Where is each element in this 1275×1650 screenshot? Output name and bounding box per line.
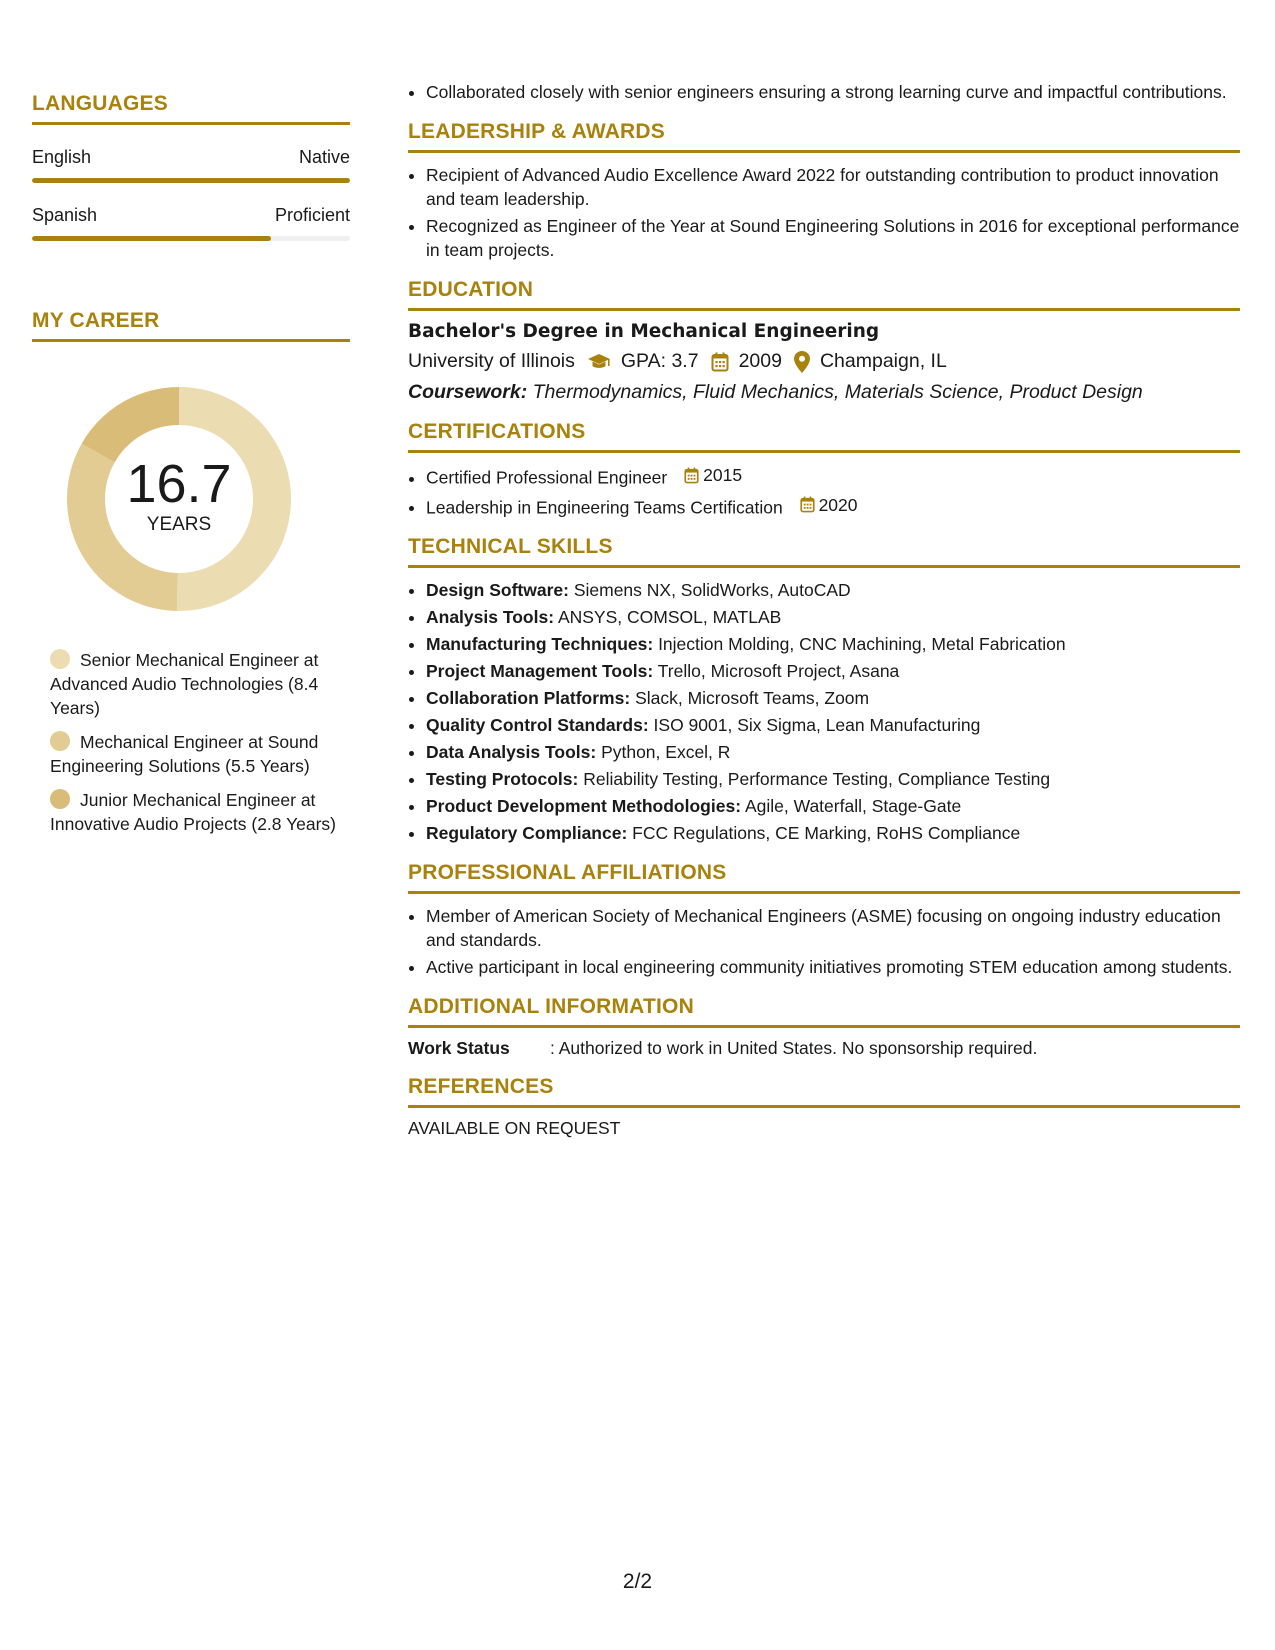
technical-skills-section [408,535,1240,845]
graduation-cap-icon [587,353,611,371]
calendar-icon [711,352,729,372]
page-number: 2/2 [622,1570,653,1593]
legend-label: Junior Mechanical Engineer at Innovative Audio Projects (2.8 Years) [50,790,337,834]
language-proficiency-bar [32,178,350,183]
language-level: Proficient [274,205,350,225]
career-donut-chart [64,384,294,614]
calendar-icon [800,496,815,513]
languages-title: LANGUAGES [32,92,350,125]
career-legend [50,648,350,836]
language-item-spanish [32,205,350,241]
skill-item [426,686,1240,710]
career-title: MY CAREER [32,309,350,342]
certification-name: Leadership in Engineering Teams Certification [426,497,783,517]
additional-info-title: ADDITIONAL INFORMATION [408,995,1240,1028]
legend-dot [50,789,70,809]
school-location: Champaign, IL [819,350,947,372]
certification-year: 2015 [703,465,743,485]
skill-value: Reliability Testing, Performance Testing, Compliance Testing [583,769,1051,789]
skill-value: Python, Excel, R [601,742,731,762]
skill-item [426,578,1240,602]
list-item: • Recipient of Advanced Audio Excellence Award 2022 for outstanding contribution to product innovation and team leadership. [426,163,1240,211]
school-name: University of Illinois [408,350,575,372]
certifications-section [408,420,1240,519]
skill-item [426,659,1240,683]
career-total-unit: YEARS [146,514,212,535]
skill-value: ISO 9001, Six Sigma, Lean Manufacturing [653,715,981,735]
career-legend-item [50,730,350,778]
affiliations-title: PROFESSIONAL AFFILIATIONS [408,861,1240,894]
skill-value: Injection Molding, CNC Machining, Metal Fabrication [658,634,1066,654]
list-item: • Collaborated closely with senior engineers ensuring a strong learning curve and impactful contributions. [426,80,1240,104]
skill-value: Slack, Microsoft Teams, Zoom [635,688,870,708]
graduation-year: 2009 [738,350,782,372]
skill-item [426,821,1240,845]
skill-label: Quality Control Standards: [426,715,649,735]
skill-label: Regulatory Compliance: [426,823,628,843]
list-item: • Active participant in local engineering community initiatives promoting STEM education among students. [426,955,1240,979]
list-item: • Member of American Society of Mechanical Engineers (ASME) focusing on ongoing industry education and standards. [426,904,1240,952]
skill-item [426,794,1240,818]
language-item-english [32,147,350,183]
technical-skills-title: TECHNICAL SKILLS [408,535,1240,568]
coursework-list: Thermodynamics, Fluid Mechanics, Materials Science, Product Design [532,381,1143,403]
right-column [408,80,1240,1139]
leadership-section [408,120,1240,262]
skill-label: Data Analysis Tools: [426,742,597,762]
skill-label: Manufacturing Techniques: [426,634,654,654]
skill-value: FCC Regulations, CE Marking, RoHS Compliance [632,823,1021,843]
references-section [408,1075,1240,1139]
skill-label: Design Software: [426,580,569,600]
language-level: Native [298,147,350,167]
work-status-value: : Authorized to work in United States. No sponsorship required. [550,1038,1038,1058]
skill-value: ANSYS, COMSOL, MATLAB [557,607,782,627]
experience-continued-list [408,80,1240,104]
language-proficiency-fill [32,236,271,241]
skill-value: Trello, Microsoft Project, Asana [657,661,900,681]
skill-item [426,713,1240,737]
skill-label: Testing Protocols: [426,769,579,789]
list-item: • Recognized as Engineer of the Year at Sound Engineering Solutions in 2016 for exceptional performance in team projects. [426,214,1240,262]
certifications-title: CERTIFICATIONS [408,420,1240,453]
certification-item [426,493,1240,520]
degree: Bachelor's Degree in Mechanical Engineering [408,321,880,342]
certification-year: 2020 [818,494,858,515]
references-title: REFERENCES [408,1075,1240,1108]
skill-item [426,740,1240,764]
legend-label: Senior Mechanical Engineer at Advanced Audio Technologies (8.4 Years) [50,650,319,718]
language-proficiency-fill [32,178,350,183]
skill-label: Product Development Methodologies: [426,796,742,816]
education-title: EDUCATION [408,278,1240,311]
skill-label: Collaboration Platforms: [426,688,631,708]
left-column [32,92,350,846]
work-status-label: Work Status [408,1038,510,1058]
career-total-years: 16.7 [126,454,232,514]
references-text: AVAILABLE ON REQUEST [408,1118,621,1138]
career-legend-item [50,788,350,836]
language-name: Spanish [32,205,98,225]
certification-name: Certified Professional Engineer [426,467,668,488]
skill-value: Agile, Waterfall, Stage-Gate [744,796,962,816]
legend-dot [50,649,70,669]
coursework-label: Coursework: [408,381,528,403]
career-legend-item [50,648,350,720]
skill-item [426,632,1240,656]
skill-label: Project Management Tools: [426,661,654,681]
skill-item [426,605,1240,629]
additional-info-section [408,995,1240,1059]
education-section [408,278,1240,404]
affiliations-section [408,861,1240,979]
legend-dot [50,731,70,751]
language-name: English [32,147,92,167]
skill-item [426,767,1240,791]
language-proficiency-bar [32,236,350,241]
skill-label: Analysis Tools: [426,607,555,627]
gpa: GPA: 3.7 [620,350,699,372]
coursework [408,381,1240,404]
legend-label: Mechanical Engineer at Sound Engineering Solutions (5.5 Years) [50,732,319,776]
calendar-icon [684,467,699,484]
skill-value: Siemens NX, SolidWorks, AutoCAD [573,580,851,600]
location-pin-icon [794,351,810,373]
leadership-title: LEADERSHIP & AWARDS [408,120,1240,153]
certification-item [426,463,1240,490]
